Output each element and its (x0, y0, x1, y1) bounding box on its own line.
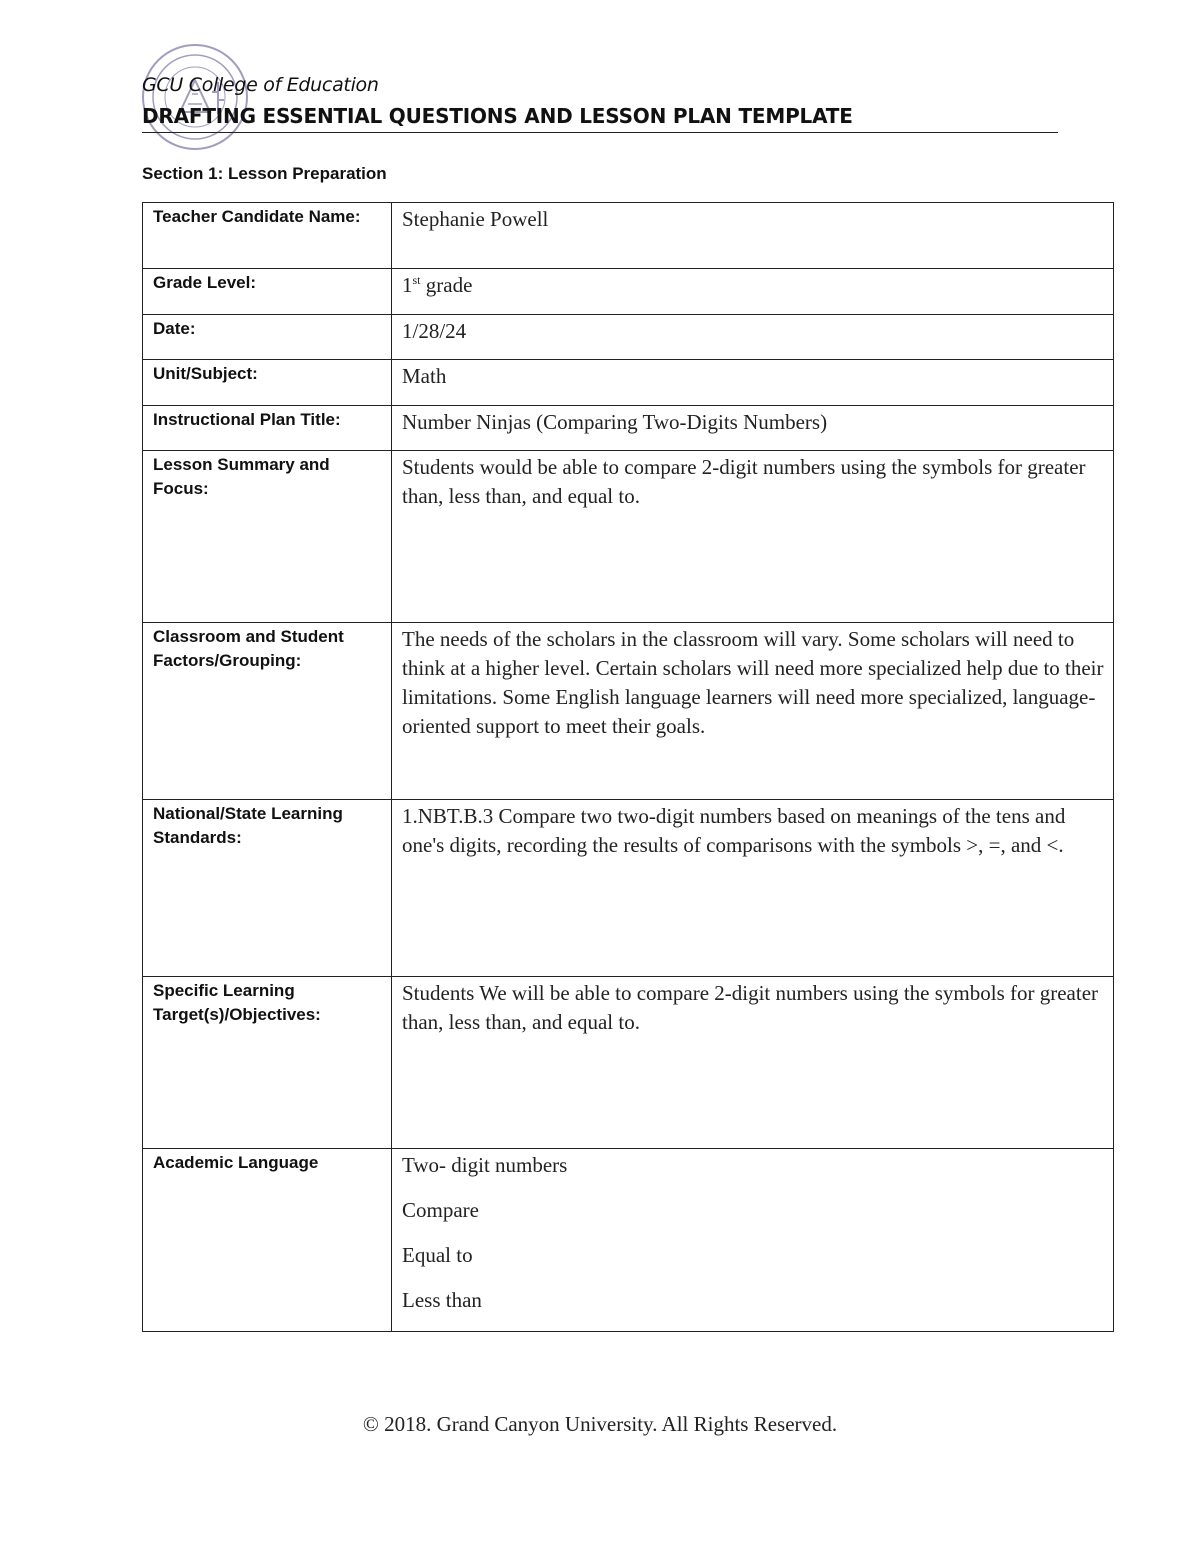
list-item: Equal to (402, 1243, 473, 1267)
table-row (143, 269, 1114, 315)
table-row (143, 406, 1114, 451)
row-label: Date: (153, 319, 196, 338)
table-row (143, 800, 1114, 977)
lesson-prep-table (142, 202, 1114, 1332)
list-item: Two- digit numbers (402, 1153, 568, 1177)
row-value: Stephanie Powell (402, 207, 549, 231)
grade-ordinal: st (412, 273, 421, 287)
table-row (143, 360, 1114, 406)
row-label: Academic Language (153, 1153, 319, 1172)
row-value: Students We will be able to compare 2-digit numbers using the symbols for greater than, less than, and equal to. (402, 981, 1099, 1034)
row-value: 1/28/24 (402, 319, 467, 343)
table-row (143, 977, 1114, 1149)
row-value: Number Ninjas (Comparing Two-Digits Numbers) (402, 410, 828, 434)
university-seal-logo (140, 42, 250, 152)
footer-copyright: © 2018. Grand Canyon University. All Rights Reserved. (362, 1412, 838, 1436)
table-row (143, 1149, 1114, 1332)
row-label: Grade Level: (153, 273, 256, 292)
grade-number: 1 (402, 273, 413, 297)
row-value: Math (402, 364, 447, 388)
header-org: GCU College of Education (142, 74, 379, 96)
row-value: The needs of the scholars in the classroom will vary. Some scholars will need to think at a higher level. Certain scholars will need more specialized help due to their limitations. Some English language learners will need more specialized, language-oriented support to meet their goals. (402, 627, 1104, 738)
row-label: Unit/Subject: (153, 364, 258, 383)
row-label: Lesson Summary and Focus: (153, 455, 330, 498)
row-label: National/State Learning Standards: (153, 804, 343, 847)
table-row (143, 315, 1114, 360)
row-label: Classroom and Student Factors/Grouping: (153, 627, 344, 670)
row-label: Instructional Plan Title: (153, 410, 341, 429)
row-label: Teacher Candidate Name: (153, 207, 361, 226)
list-item: Less than (402, 1288, 482, 1312)
table-row (143, 623, 1114, 800)
row-value: Students would be able to compare 2-digit numbers using the symbols for greater than, less than, and equal to. (402, 455, 1086, 508)
section-heading: Section 1: Lesson Preparation (142, 164, 387, 183)
grade-word: grade (420, 273, 473, 297)
document-title: DRAFTING ESSENTIAL QUESTIONS AND LESSON PLAN TEMPLATE (142, 104, 853, 128)
list-item: Compare (402, 1198, 479, 1222)
academic-language-list (392, 1151, 1113, 1315)
row-value (392, 269, 1113, 300)
header-divider (142, 132, 1058, 133)
table-row (143, 451, 1114, 623)
row-value: 1.NBT.B.3 Compare two two-digit numbers based on meanings of the tens and one's digits, recording the results of comparisons with the symbols >, =, and <. (402, 804, 1066, 857)
table-row (143, 203, 1114, 269)
row-label: Specific Learning Target(s)/Objectives: (153, 981, 321, 1024)
